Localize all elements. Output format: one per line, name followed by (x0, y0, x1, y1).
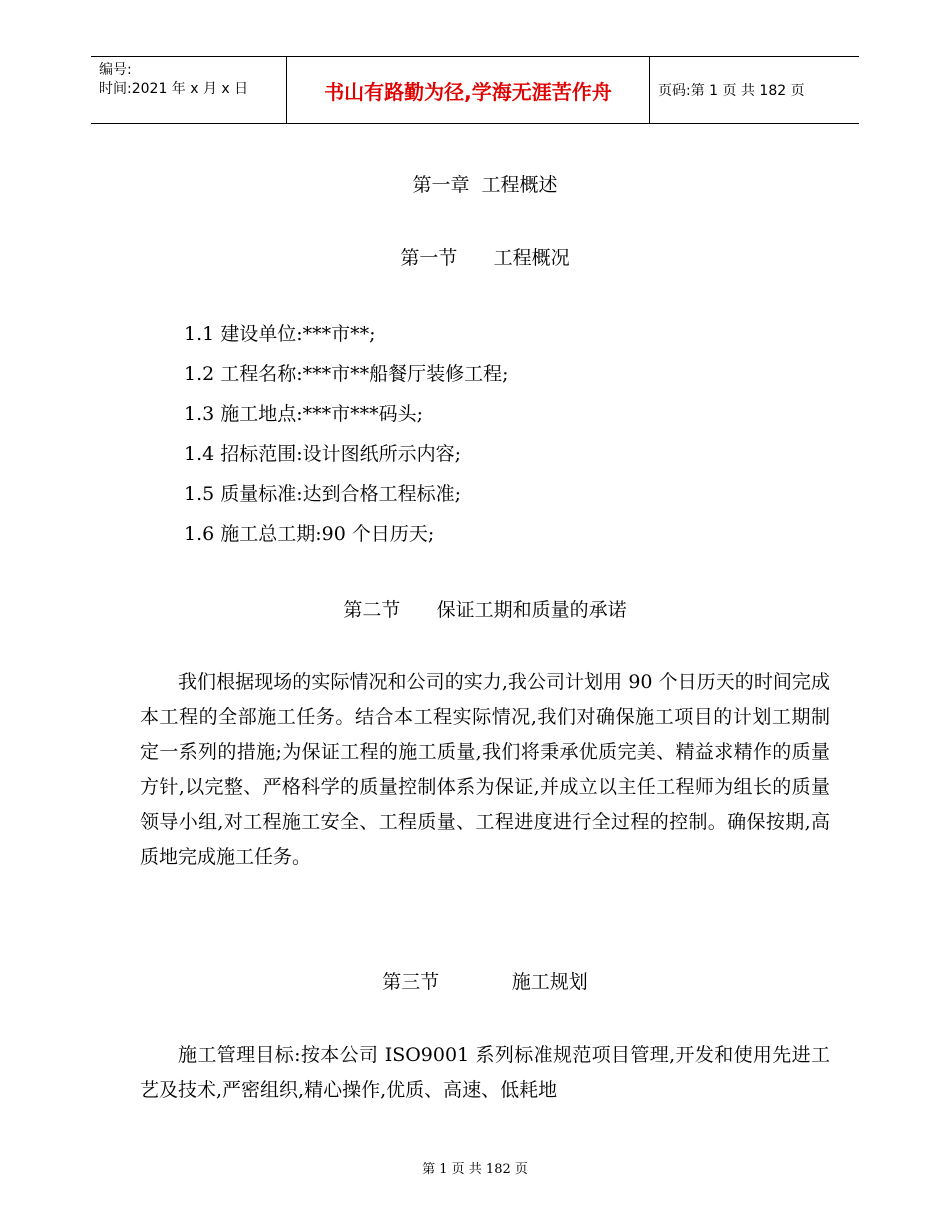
overview-item-list (184, 314, 509, 554)
commitment-paragraph: 我们根据现场的实际情况和公司的实力,我公司计划用 90 个日历天的时间完成本工程的全部施工任务。结合本工程实际情况,我们对确保施工项目的计划工期制定一系列的措施;为保证工程的施工质量,我们将秉承优质完美、精益求精作的质量方针,以完整、严格科学的质量控制体系为保证,并成立以主任工程师为组长的质量领导小组,对工程施工安全、工程质量、工程进度进行全过程的控制。确保按期,高质地完成施工任务。 (140, 671, 830, 868)
list-item: 1.5 质量标准:达到合格工程标准; (184, 483, 462, 505)
section-title-commitment: 第二节 保证工期和质量的承诺 (343, 599, 627, 621)
list-item: 1.6 施工总工期:90 个日历天; (184, 523, 435, 545)
document-date: 时间:2021 年 x 月 x 日 (99, 81, 249, 97)
page-header (91, 56, 859, 124)
page-footer: 第 1 页 共 182 页 (422, 1162, 528, 1177)
list-item: 1.1 建设单位:***市**; (184, 323, 376, 345)
section-title-overview: 第一节 工程概况 (400, 247, 570, 269)
list-item: 1.2 工程名称:***市**船餐厅装修工程; (184, 363, 509, 385)
chapter-title: 第一章 工程概述 (412, 174, 558, 196)
planning-paragraph: 施工管理目标:按本公司 ISO9001 系列标准规范项目管理,开发和使用先进工艺及技术,严密组织,精心操作,优质、高速、低耗地 (140, 1044, 830, 1101)
header-page-info: 页码:第 1 页 共 182 页 (658, 83, 805, 99)
list-item: 1.4 招标范围:设计图纸所示内容; (184, 443, 462, 465)
section-title-planning: 第三节 施工规划 (382, 971, 588, 993)
document-number-label: 编号: (99, 62, 132, 78)
header-motto: 书山有路勤为径,学海无涯苦作舟 (287, 57, 650, 123)
list-item: 1.3 施工地点:***市***码头; (184, 403, 424, 425)
header-meta (91, 57, 287, 123)
